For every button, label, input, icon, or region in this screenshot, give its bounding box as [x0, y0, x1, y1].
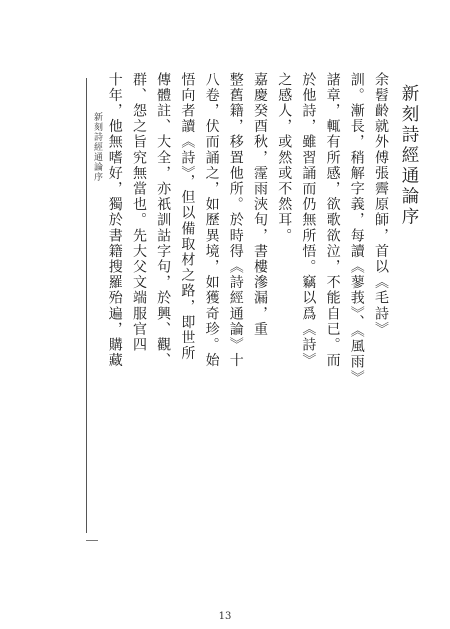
margin-tick — [86, 540, 98, 541]
text-column: 諸章，輒有所感，欲歌欲泣，不能自已。而 — [324, 72, 341, 369]
text-column: 傳體註、大全，亦祇訓詁字句，於興、觀、 — [155, 72, 172, 369]
text-column: 八卷，伏而誦之，如歷異境，如獲奇珍。始 — [203, 72, 220, 369]
margin-title: 新刻詩經通論序 — [92, 112, 102, 182]
text-column: 整舊籍，移置他所。於時得《詩經通論》十 — [227, 72, 244, 369]
text-column: 嘉慶癸酉秋，霪雨浹旬，書樓滲漏，重 — [251, 72, 268, 338]
text-column: 之感人，或然或不然耳。 — [276, 72, 293, 244]
text-column: 余髫齡就外傅張霽原師，首以《毛詩》 — [373, 72, 389, 338]
preface-heading: 新刻詩經通論序 — [399, 84, 419, 228]
text-column: 於他詩，雖習誦而仍無所悟。竊以爲《詩》 — [300, 72, 317, 369]
text-column: 悟向者讀《詩》，但以備取材之路，即世所 — [179, 72, 196, 362]
text-column: 十年，他無嗜好，獨於書籍搜羅殆遍，購藏 — [107, 72, 123, 369]
text-column: 群、怨之旨究無當也。先大父文端服官四 — [130, 72, 147, 353]
preface-text — [107, 72, 424, 617]
page-number: 13 — [218, 611, 232, 622]
text-column: 訓。漸長，稍解字義，每讀《蓼莪》、《風雨》 — [348, 72, 365, 386]
left-margin-rule — [86, 78, 87, 533]
